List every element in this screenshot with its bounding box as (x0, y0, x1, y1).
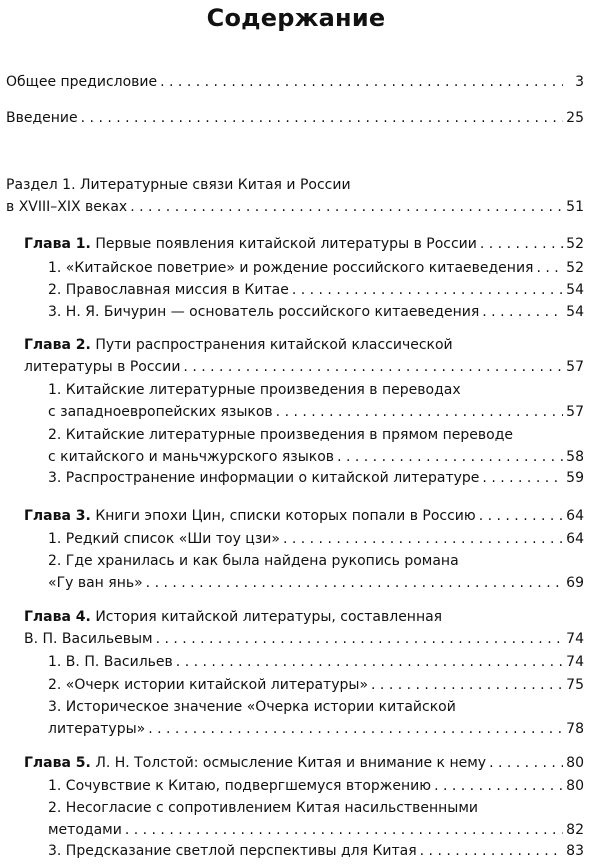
toc-leader-dots (420, 840, 563, 862)
toc-page-number: 57 (566, 404, 584, 420)
toc-leader-dots (371, 674, 563, 696)
toc-leader-dots (81, 107, 563, 129)
toc-entry-4-2[interactable] (48, 674, 584, 696)
toc-leader-dots (276, 401, 563, 423)
toc-entry-text: История китайской литературы, составленная (95, 609, 443, 625)
toc-entry-chapter-5[interactable] (24, 752, 584, 774)
toc-page-number: 52 (566, 236, 584, 252)
toc-leader-dots (146, 572, 563, 594)
toc-entry-text-cont: в XVIII–XIX веках (6, 199, 128, 215)
toc-entry-1-2[interactable] (48, 279, 584, 301)
toc-entry-chapter-3[interactable] (24, 505, 584, 527)
toc-page-number: 83 (566, 843, 584, 859)
toc-entry-text: 2. Китайские литературные произведения в прямом переводе (48, 427, 513, 443)
toc-entry-text-cont: с китайского и маньчжурского языков (48, 449, 335, 465)
toc-entry-text: Пути распространения китайской классической (95, 337, 453, 353)
toc-entry-5-1[interactable] (48, 775, 584, 797)
toc-page-number: 59 (566, 470, 584, 486)
toc-entry-text: 1. Китайские литературные произведения в переводах (48, 382, 461, 398)
toc-entry-text: 2. Где хранилась и как была найдена рукопись романа (48, 553, 459, 569)
toc-entry-text-cont: литературы» (48, 721, 146, 737)
toc-entry-text-cont: В. П. Васильевым (24, 631, 153, 647)
toc-entry-section-1[interactable] (6, 174, 584, 218)
toc-entry-3-2[interactable] (48, 550, 584, 594)
toc-entry-3-1[interactable] (48, 528, 584, 550)
toc-leader-dots (130, 196, 563, 218)
toc-entry-text-cont: «Гу ван янь» (48, 575, 143, 591)
toc-entry-text-cont: методами (48, 822, 122, 838)
toc-page-number: 64 (566, 531, 584, 547)
toc-entry-5-3[interactable] (48, 840, 584, 862)
toc-entry-text: Л. Н. Толстой: осмысление Китая и внимание к нему (95, 755, 487, 771)
toc-page-number: 57 (566, 359, 584, 375)
toc-entry-text: 2. Несогласие с сопротивлением Китая насильственными (48, 800, 479, 816)
toc-entry-text: 3. Предсказание светлой перспективы для Китая (48, 843, 417, 859)
toc-leader-dots (156, 628, 563, 650)
toc-leader-dots (489, 752, 563, 774)
page-title: Содержание (206, 4, 386, 32)
toc-leader-dots (536, 257, 563, 279)
toc-page-number: 82 (566, 822, 584, 838)
toc-entry-text: 1. В. П. Васильев (48, 654, 173, 670)
toc-page-number: 25 (566, 110, 584, 126)
toc-entry-text: 2. «Очерк истории китайской литературы» (48, 677, 369, 693)
toc-entry-2-3[interactable] (48, 467, 584, 489)
toc-entry-2-2[interactable] (48, 424, 584, 468)
toc-entry-4-1[interactable] (48, 651, 584, 673)
toc-entry-introduction[interactable] (6, 107, 584, 129)
toc-leader-dots (148, 718, 563, 740)
toc-entry-preface[interactable] (6, 71, 584, 93)
toc-entry-text: 1. «Китайское поветрие» и рождение российского китаеведения (48, 260, 534, 276)
toc-entry-text: 1. Редкий список «Ши тоу цзи» (48, 531, 280, 547)
toc-entry-1-1[interactable] (48, 257, 584, 279)
toc-leader-dots (183, 356, 563, 378)
toc-entry-text: 3. Историческое значение «Очерка истории китайской (48, 699, 456, 715)
chapter-label: Глава 5. (24, 755, 91, 771)
toc-page-number: 54 (566, 304, 584, 320)
toc-entry-text: 1. Сочувствие к Китаю, подвергшемуся вторжению (48, 778, 432, 794)
toc-page-number: 78 (566, 721, 584, 737)
toc-entry-text: Первые появления китайской литературы в России (95, 236, 477, 252)
toc-leader-dots (160, 71, 563, 93)
toc-entry-text: Раздел 1. Литературные связи Китая и России (6, 177, 351, 193)
toc-entry-text: Общее предисловие (6, 74, 158, 90)
toc-leader-dots (434, 775, 563, 797)
toc-page-number: 75 (566, 677, 584, 693)
chapter-label: Глава 4. (24, 609, 91, 625)
toc-page-number: 74 (566, 631, 584, 647)
toc-page-number: 64 (566, 508, 584, 524)
toc-leader-dots (283, 528, 563, 550)
toc-entry-text: 3. Н. Я. Бичурин — основатель российского китаеведения (48, 304, 480, 320)
toc-page-number: 54 (566, 282, 584, 298)
toc-entry-4-3[interactable] (48, 696, 584, 740)
chapter-label: Глава 2. (24, 337, 91, 353)
toc-entry-text-cont: литературы в России (24, 359, 181, 375)
toc-page-number: 52 (566, 260, 584, 276)
chapter-label: Глава 3. (24, 508, 91, 524)
toc-entry-chapter-1[interactable] (24, 233, 584, 255)
toc-entry-text: 3. Распространение информации о китайской литературе (48, 470, 480, 486)
toc-leader-dots (480, 233, 563, 255)
toc-page-number: 74 (566, 654, 584, 670)
toc-entry-1-3[interactable] (48, 301, 584, 323)
toc-page-number: 51 (566, 199, 584, 215)
toc-entry-chapter-4[interactable] (24, 606, 584, 650)
toc-entry-2-1[interactable] (48, 379, 584, 423)
toc-entry-text: Введение (6, 110, 78, 126)
toc-leader-dots (337, 446, 563, 468)
toc-entry-text-cont: с западноевропейских языков (48, 404, 273, 420)
toc-leader-dots (125, 819, 563, 841)
chapter-label: Глава 1. (24, 236, 91, 252)
toc-page-number: 80 (566, 778, 584, 794)
toc-page-number: 80 (566, 755, 584, 771)
toc-entry-text: Книги эпохи Цин, списки которых попали в Россию (95, 508, 476, 524)
toc-leader-dots (479, 505, 563, 527)
toc-page-number: 58 (566, 449, 584, 465)
toc-entry-chapter-2[interactable] (24, 334, 584, 378)
toc-entry-text: 2. Православная миссия в Китае (48, 282, 289, 298)
toc-leader-dots (292, 279, 563, 301)
toc-leader-dots (482, 467, 563, 489)
toc-leader-dots (482, 301, 563, 323)
toc-leader-dots (176, 651, 563, 673)
toc-page-number: 69 (566, 575, 584, 591)
toc-entry-5-2[interactable] (48, 797, 584, 841)
toc-page-number: 3 (575, 74, 584, 90)
